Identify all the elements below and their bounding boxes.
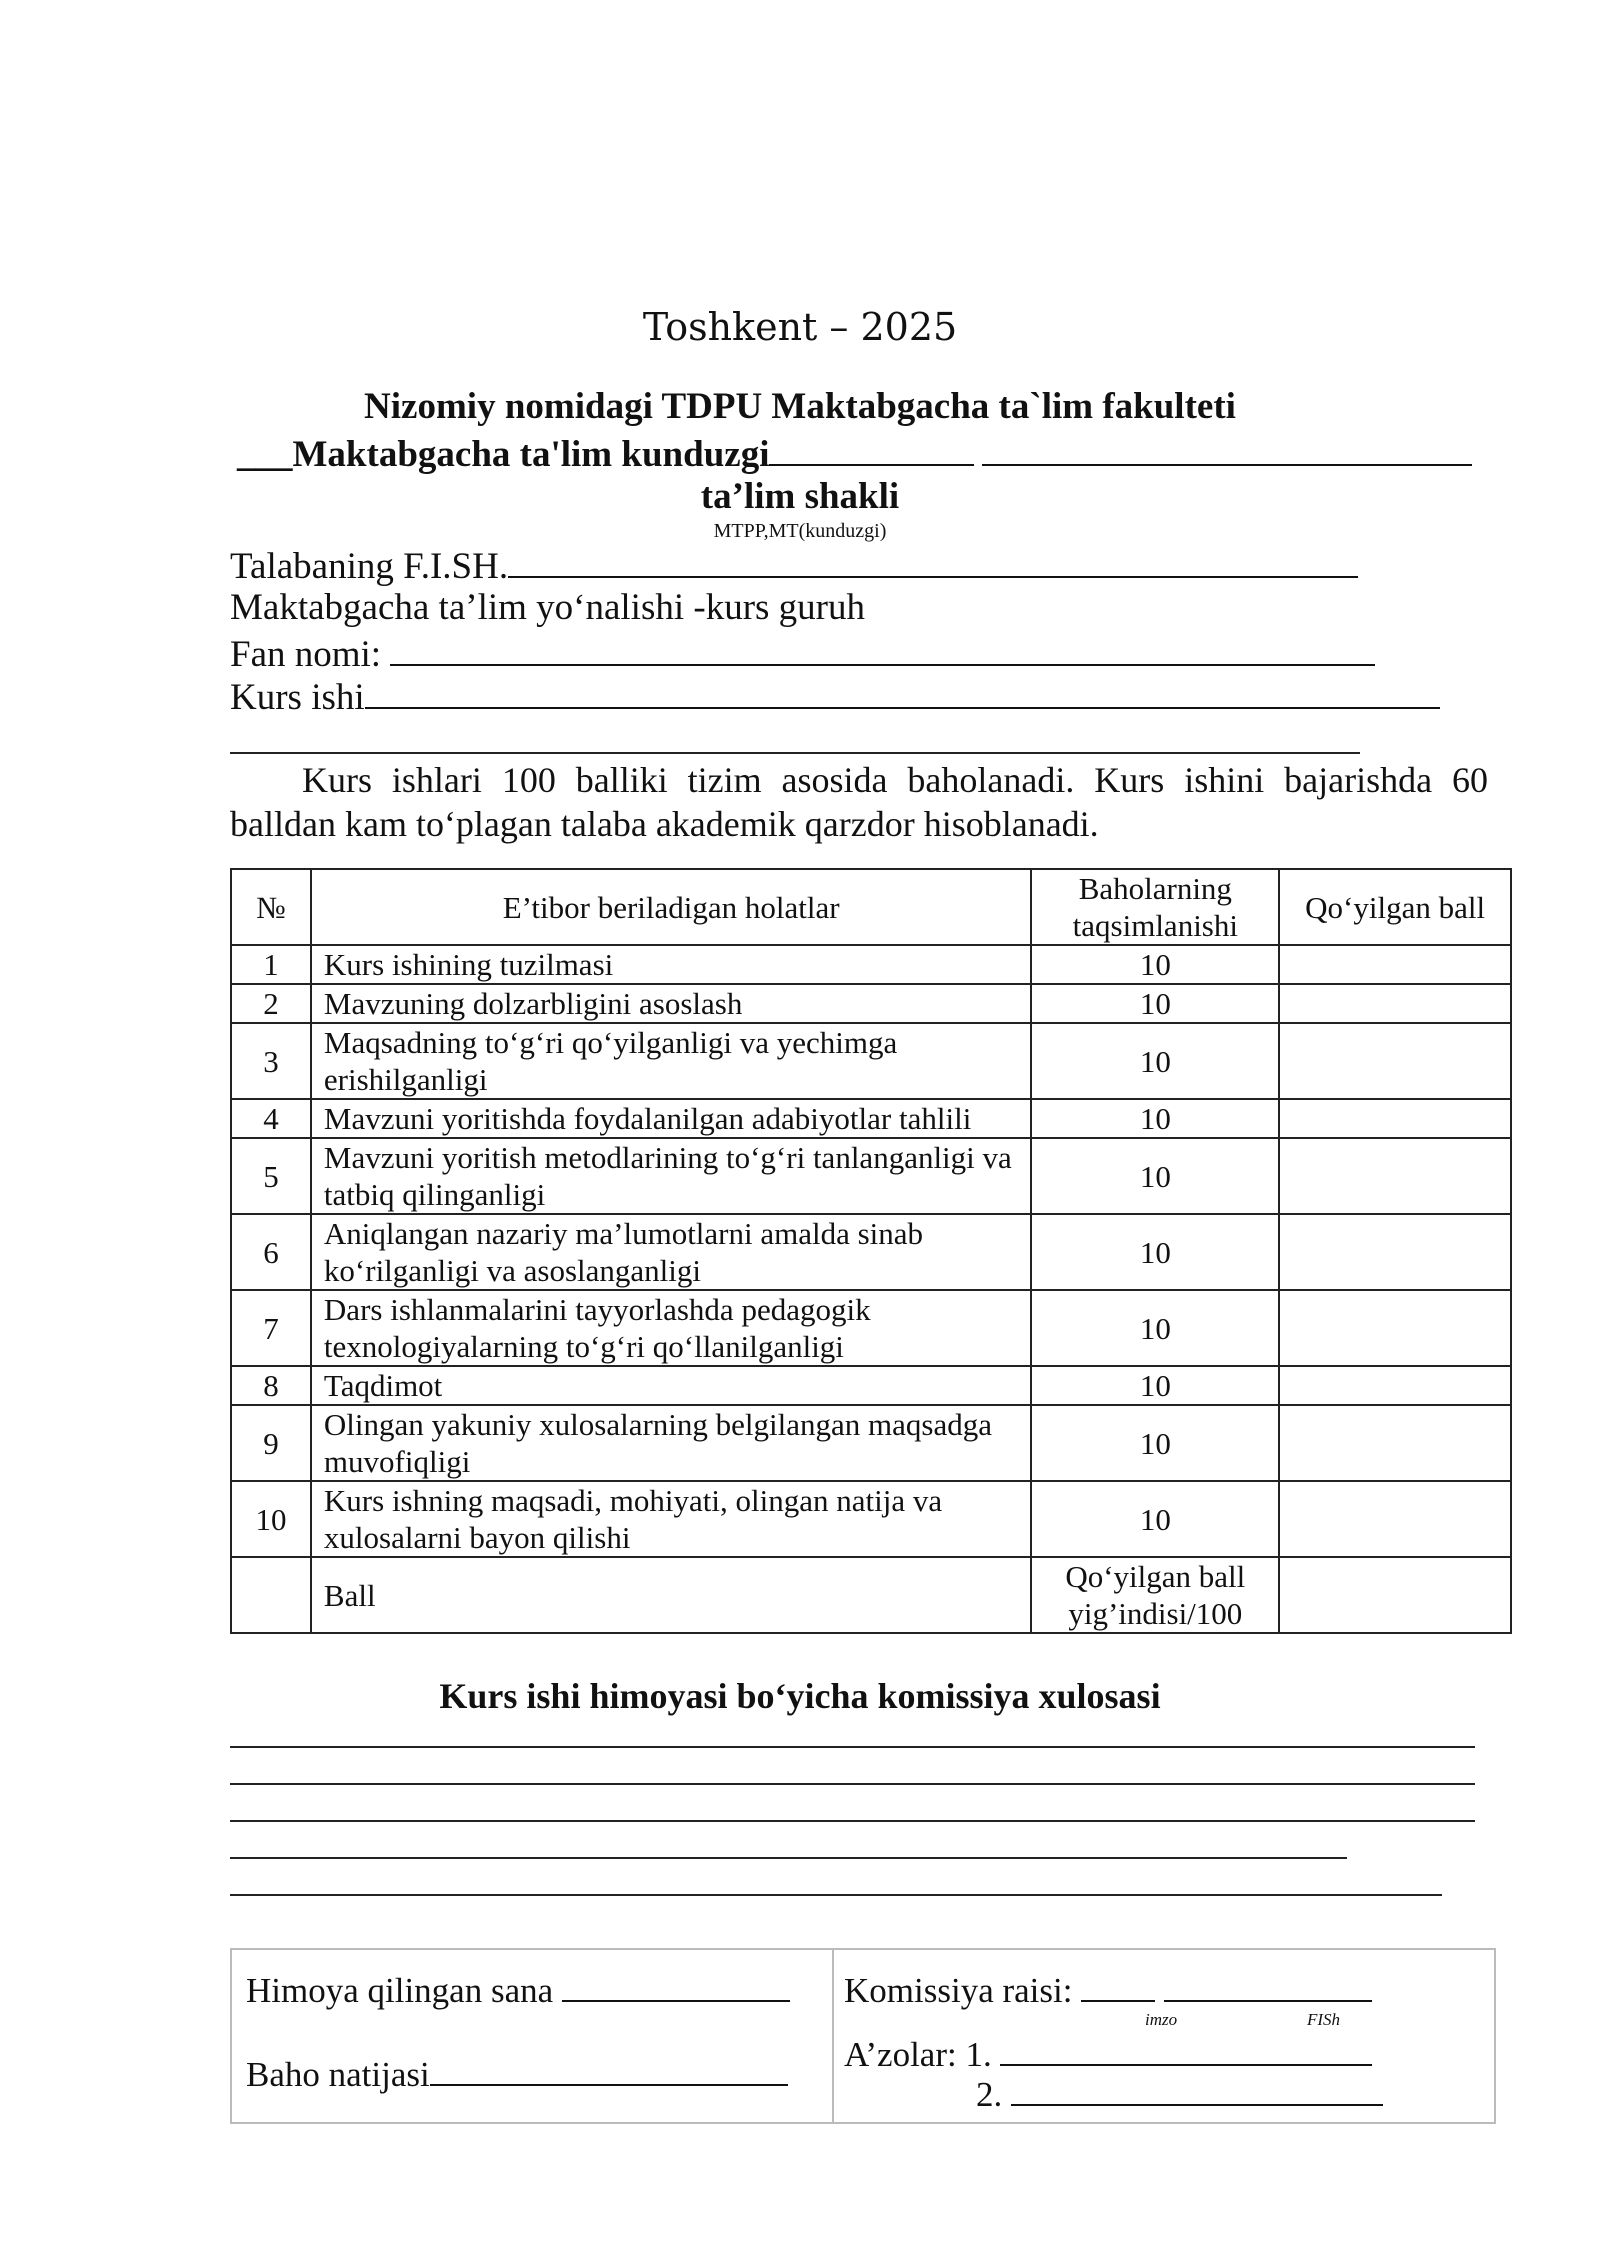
row-number: 1 [231,945,311,984]
row-points: 10 [1031,1099,1279,1138]
row-score-cell[interactable] [1279,1366,1511,1405]
row-score-cell[interactable] [1279,1023,1511,1099]
row-points: 10 [1031,1138,1279,1214]
table-row [231,945,1511,984]
row-points: 10 [1031,1405,1279,1481]
course-work-blank[interactable] [365,673,1440,709]
subject-blank[interactable] [390,630,1375,666]
table-row [231,1138,1511,1214]
course-work-blank-line-2[interactable] [230,752,1360,754]
grading-paragraph-text: Kurs ishlari 100 balliki tizim asosida baholanadi. Kurs ishini bajarishda 60 balldan kam to‘plagan talaba akademik qarzdor hisoblanadi. [230,760,1488,844]
table-row [231,1366,1511,1405]
defense-date-label: Himoya qilingan sana [246,1971,554,2010]
signature-box [230,1948,1496,2124]
row-number: 5 [231,1138,311,1214]
subject-label: Fan nomi: [230,634,382,675]
course-work-label: Kurs ishi [230,677,365,718]
table-row [231,1481,1511,1557]
study-form-value: Maktabgacha ta'lim kunduzgi [292,434,770,475]
chair-signature-blank[interactable] [1081,1966,1155,2002]
table-total-row [231,1557,1511,1633]
grade-result-blank[interactable] [430,2050,788,2086]
conclusion-line-4[interactable] [230,1857,1347,1859]
row-points: 10 [1031,1481,1279,1557]
course-work-field [230,673,1440,719]
name-hint: FISh [1307,2010,1341,2029]
study-form-label: ta’lim shakli [700,476,900,517]
row-number: 6 [231,1214,311,1290]
row-score-cell[interactable] [1279,1138,1511,1214]
table-row [231,1099,1511,1138]
member-two-blank[interactable] [1011,2070,1383,2106]
row-criteria: Mavzuni yoritish metodlarining to‘g‘ri tanlanganligi va tatbiq qilinganligi [311,1138,1031,1214]
member-one-blank[interactable] [1000,2030,1372,2066]
student-name-blank[interactable] [508,542,1358,578]
row-number: 7 [231,1290,311,1366]
row-number: 2 [231,984,311,1023]
row-points: 10 [1031,1290,1279,1366]
student-name-label: Talabaning F.I.SH. [230,546,509,587]
row-criteria: Mavzuni yoritishda foydalanilgan adabiyotlar tahlili [311,1099,1031,1138]
member-two-label: 2. [976,2075,1003,2114]
direction-line: Maktabgacha ta’lim yo‘nalishi -kurs guruh [230,587,865,628]
conclusion-line-3[interactable] [230,1820,1475,1822]
total-distribution: Qo‘yilgan ball yig’indisi/100 [1031,1557,1279,1633]
defense-date-blank[interactable] [562,1966,790,2002]
row-points: 10 [1031,1214,1279,1290]
row-number: 3 [231,1023,311,1099]
row-criteria: Kurs ishning maqsadi, mohiyati, olingan natija va xulosalarni bayon qilishi [311,1481,1031,1557]
group-code: MTPP,MT(kunduzgi) [713,520,887,542]
signature-hint: imzo [1145,2010,1178,2029]
row-criteria: Mavzuning dolzarbligini asoslash [311,984,1031,1023]
study-form-prefix: ___ [237,434,293,475]
commission-chair-field [844,1966,1372,2011]
member-two-field [976,2070,1383,2115]
header-criteria: E’tibor beriladigan holatlar [311,869,1031,945]
header-number: № [231,869,311,945]
subject-field [230,630,1375,676]
conclusion-line-5[interactable] [230,1894,1442,1896]
table-row [231,984,1511,1023]
header-score: Qo‘yilgan ball [1279,869,1511,945]
faculty-title: Nizomiy nomidagi TDPU Maktabgacha ta`lim fakulteti [364,386,1236,427]
table-header-row [231,869,1511,945]
row-number: 4 [231,1099,311,1138]
total-score-cell[interactable] [1279,1557,1511,1633]
table-row [231,1290,1511,1366]
row-score-cell[interactable] [1279,1214,1511,1290]
table-row [231,1023,1511,1099]
total-number-cell [231,1557,311,1633]
row-number: 10 [231,1481,311,1557]
commission-title: Kurs ishi himoyasi bo‘yicha komissiya xulosasi [439,1676,1161,1716]
row-score-cell[interactable] [1279,984,1511,1023]
study-form-blank-1[interactable] [769,430,974,466]
table-row [231,1214,1511,1290]
row-score-cell[interactable] [1279,1290,1511,1366]
grading-table [230,868,1512,1634]
study-form-blank-2[interactable] [982,430,1472,466]
grade-result-field [246,2050,788,2095]
grade-result-label: Baho natijasi [246,2055,430,2094]
header-distribution: Baholarning taqsimlanishi [1031,869,1279,945]
commission-chair-label: Komissiya raisi: [844,1971,1073,2010]
row-points: 10 [1031,984,1279,1023]
row-criteria: Kurs ishining tuzilmasi [311,945,1031,984]
conclusion-line-1[interactable] [230,1746,1475,1748]
row-criteria: Dars ishlanmalarini tayyorlashda pedagogik texnologiyalarning to‘g‘ri qo‘llanilganligi [311,1290,1031,1366]
chair-name-blank[interactable] [1164,1966,1372,2002]
row-number: 8 [231,1366,311,1405]
defense-date-field [246,1966,790,2011]
row-criteria: Aniqlangan nazariy ma’lumotlarni amalda sinab ko‘rilganligi va asoslanganligi [311,1214,1031,1290]
row-points: 10 [1031,1366,1279,1405]
row-criteria: Taqdimot [311,1366,1031,1405]
table-row [231,1405,1511,1481]
members-label: A’zolar: 1. [844,2035,992,2074]
study-form-line [237,430,1472,476]
city-year: Toshkent – 2025 [642,305,958,349]
grading-paragraph [230,758,1488,846]
row-criteria: Maqsadning to‘g‘ri qo‘yilganligi va yechimga erishilganligi [311,1023,1031,1099]
row-score-cell[interactable] [1279,945,1511,984]
row-score-cell[interactable] [1279,1481,1511,1557]
row-criteria: Olingan yakuniy xulosalarning belgilangan maqsadga muvofiqligi [311,1405,1031,1481]
student-name-field [230,542,1358,588]
signature-box-divider [832,1950,834,2122]
row-score-cell[interactable] [1279,1099,1511,1138]
conclusion-line-2[interactable] [230,1783,1475,1785]
row-points: 10 [1031,1023,1279,1099]
row-number: 9 [231,1405,311,1481]
total-label: Ball [311,1557,1031,1633]
member-one-field [844,2030,1372,2075]
row-points: 10 [1031,945,1279,984]
row-score-cell[interactable] [1279,1405,1511,1481]
